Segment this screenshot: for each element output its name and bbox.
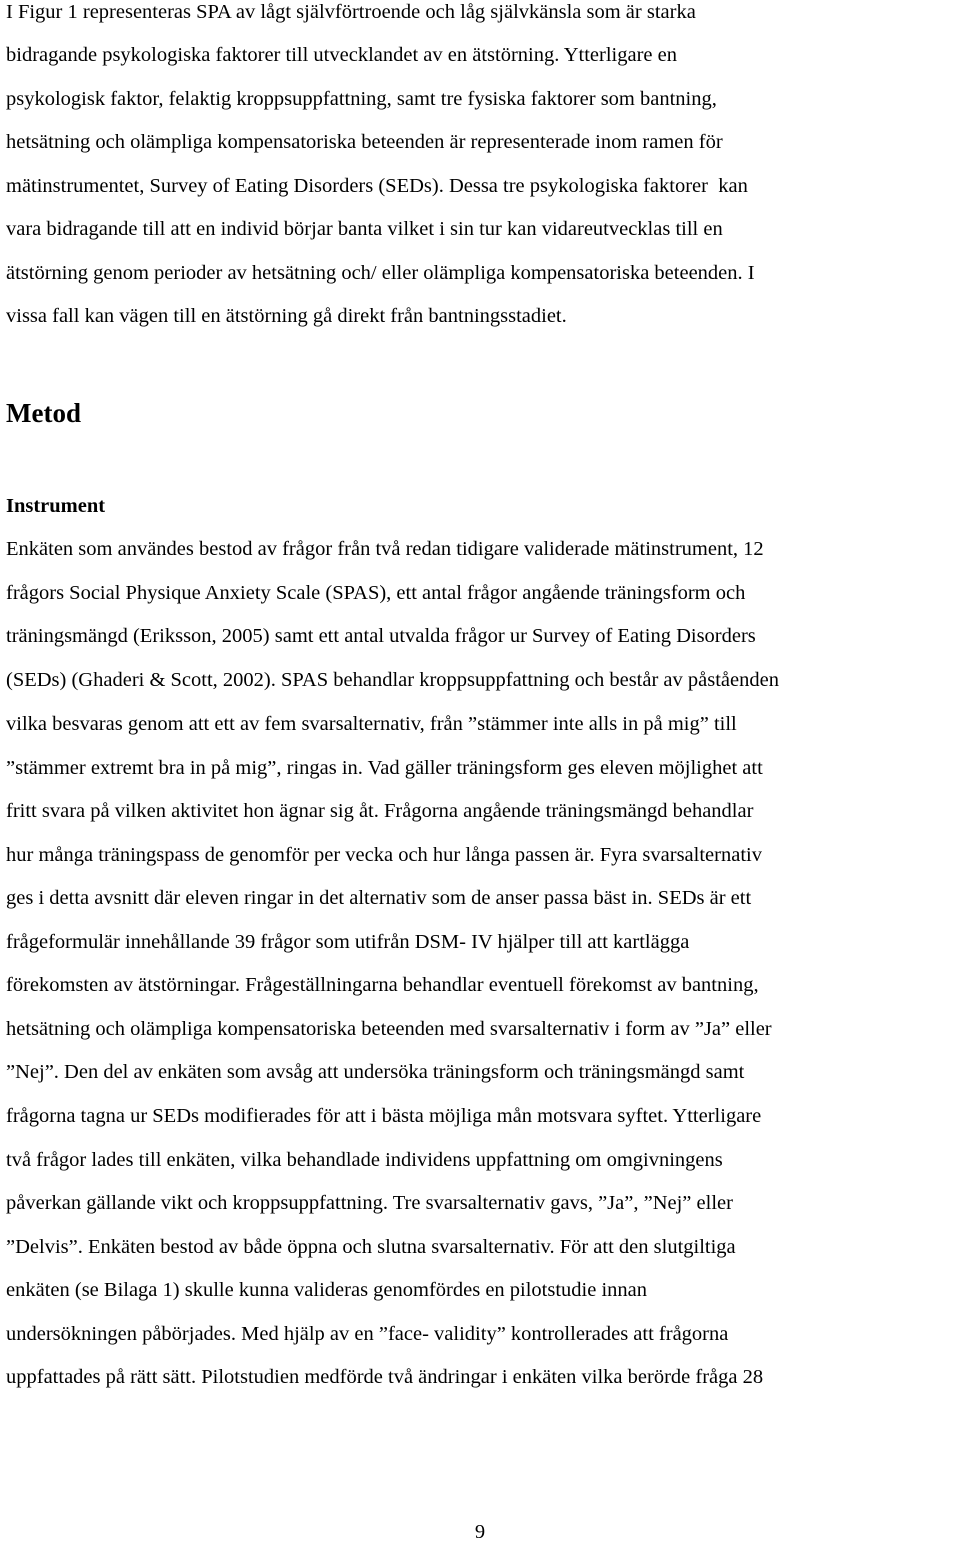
text-line: ”Delvis”. Enkäten bestod av både öppna och slutna svarsalternativ. För att den slutgiltiga xyxy=(6,1236,736,1258)
page-number: 9 xyxy=(474,1521,486,1543)
text-line: vissa fall kan vägen till en ätstörning gå direkt från bantningsstadiet. xyxy=(6,305,567,327)
text-line: ”stämmer extremt bra in på mig”, ringas in. Vad gäller träningsform ges eleven möjlighet att xyxy=(6,757,763,779)
text-line: Enkäten som användes bestod av frågor från två redan tidigare validerade mätinstrument, 12 xyxy=(6,538,764,560)
text-line: hetsätning och olämpliga kompensatoriska beteenden med svarsalternativ i form av ”Ja” eller xyxy=(6,1018,772,1040)
text-line: hur många träningspass de genomför per vecka och hur långa passen är. Fyra svarsalternativ xyxy=(6,844,762,866)
text-line: frågors Social Physique Anxiety Scale (SPAS), ett antal frågor angående träningsform och xyxy=(6,582,746,604)
text-line: hetsätning och olämpliga kompensatoriska beteenden är representerade inom ramen för xyxy=(6,131,723,153)
text-line: vilka besvaras genom att ett av fem svarsalternativ, från ”stämmer inte alls in på mig” till xyxy=(6,713,737,735)
text-line: enkäten (se Bilaga 1) skulle kunna valideras genomfördes en pilotstudie innan xyxy=(6,1279,648,1301)
text-line: förekomsten av ätstörningar. Frågeställningarna behandlar eventuell förekomst av bantning, xyxy=(6,974,759,996)
text-line: undersökningen påbörjades. Med hjälp av en ”face- validity” kontrollerades att frågorna xyxy=(6,1323,729,1345)
text-line: mätinstrumentet, Survey of Eating Disorders (SEDs). Dessa tre psykologiska faktorer kan xyxy=(6,175,748,197)
text-line: påverkan gällande vikt och kroppsuppfattning. Tre svarsalternativ gavs, ”Ja”, ”Nej” eller xyxy=(6,1192,733,1214)
text-line: fritt svara på vilken aktivitet hon ägnar sig åt. Frågorna angående träningsmängd behandlar xyxy=(6,800,754,822)
text-line: (SEDs) (Ghaderi & Scott, 2002). SPAS behandlar kroppsuppfattning och består av påståenden xyxy=(6,669,779,691)
text-line: vara bidragande till att en individ börjar banta vilket i sin tur kan vidareutvecklas till en xyxy=(6,218,723,240)
text-line: I Figur 1 representeras SPA av lågt självförtroende och låg självkänsla som är starka xyxy=(6,1,696,23)
text-line: ges i detta avsnitt där eleven ringar in det alternativ som de anser passa bäst in. SEDs är ett xyxy=(6,887,752,909)
text-line: två frågor lades till enkäten, vilka behandlade individens uppfattning om omgivningens xyxy=(6,1149,723,1171)
text-line: psykologisk faktor, felaktig kroppsuppfattning, samt tre fysiska faktorer som bantning, xyxy=(6,88,717,110)
text-line: frågeformulär innehållande 39 frågor som utifrån DSM- IV hjälper till att kartlägga xyxy=(6,931,690,953)
text-line: uppfattades på rätt sätt. Pilotstudien medförde två ändringar i enkäten vilka berörde fråga 28 xyxy=(6,1366,764,1388)
text-line: ätstörning genom perioder av hetsätning och/ eller olämpliga kompensatoriska beteenden. I xyxy=(6,262,755,284)
text-line: ”Nej”. Den del av enkäten som avsåg att undersöka träningsform och träningsmängd samt xyxy=(6,1061,745,1083)
subsection-heading-instrument: Instrument xyxy=(6,495,106,517)
text-line: träningsmängd (Eriksson, 2005) samt ett antal utvalda frågor ur Survey of Eating Disorders xyxy=(6,625,756,647)
text-line: bidragande psykologiska faktorer till utvecklandet av en ätstörning. Ytterligare en xyxy=(6,44,677,66)
text-line: frågorna tagna ur SEDs modifierades för att i bästa möjliga mån motsvara syftet. Ytterligare xyxy=(6,1105,762,1127)
section-heading-metod: Metod xyxy=(6,398,81,428)
